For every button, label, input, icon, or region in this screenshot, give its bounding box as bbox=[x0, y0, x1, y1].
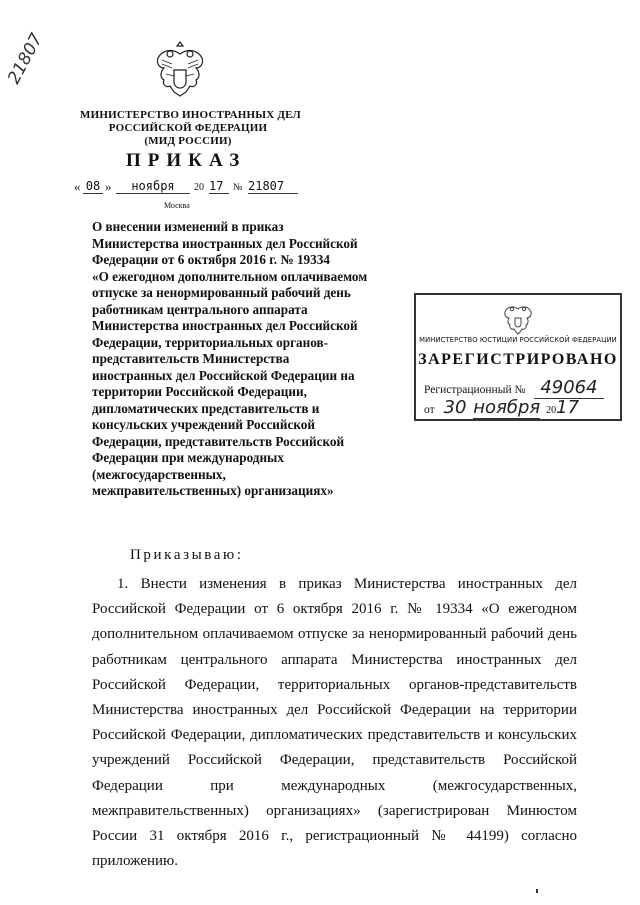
stamp-reg-label: Регистрационный № bbox=[424, 384, 526, 396]
subject-line: иностранных дел Российской Федерации на bbox=[92, 367, 355, 383]
stamp-emblem-icon bbox=[500, 301, 536, 337]
date-month: ноября bbox=[116, 179, 190, 194]
order-number: 21807 bbox=[248, 179, 298, 194]
date-year-prefix: 20 bbox=[194, 182, 204, 193]
ministry-line: РОССИЙСКОЙ ФЕДЕРАЦИИ bbox=[108, 122, 268, 134]
stamp-registered: ЗАРЕГИСТРИРОВАНО bbox=[418, 351, 618, 368]
subject-line: Федерации от 6 октября 2016 г. № 19334 bbox=[92, 252, 330, 267]
subject-line: работникам центрального аппарата bbox=[92, 301, 308, 317]
date-year-suffix: 17 bbox=[209, 179, 229, 194]
handwritten-corner-number: 21807 bbox=[4, 30, 48, 88]
paragraph-1: 1. Внести изменения в приказ Министерства иностранных дел Российской Федерации от 6 октября 2016 г. № 19334 «О ежегодном дополнительном оплачиваемом отпуске за ненормированный рабочий день работникам центрального аппарата Министерства иностранных дел Российской Федерации, территориальных органов-представительств Министерства иностранных дел Российской Федерации на территории Российской Федерации, дипломатических представительств и консульских учреждений Российской Федерации, представительств Российской Федерации при международных (межгосударственных, межправительственных) организациях» (зарегистрирован Минюстом России 31 октября 2016 г., регистрационный № 44199) согласно приложению. bbox=[92, 576, 577, 870]
stamp-date-year-prefix: 20 bbox=[546, 405, 557, 416]
city: Москва bbox=[164, 201, 190, 210]
date-day: 08 bbox=[83, 179, 103, 194]
page-mark bbox=[536, 889, 538, 893]
order-body bbox=[92, 572, 577, 874]
russian-coat-of-arms-icon bbox=[148, 40, 212, 104]
subject-line: (межгосударственных, bbox=[92, 466, 226, 482]
registration-stamp bbox=[414, 293, 622, 421]
order-number-label: № bbox=[233, 182, 243, 193]
ministry-line: (МИД РОССИИ) bbox=[144, 135, 232, 147]
subject-line: О внесении изменений в приказ bbox=[92, 219, 284, 234]
subject-line: Министерства иностранных дел Российской bbox=[92, 318, 358, 333]
order-title: ПРИКАЗ bbox=[126, 150, 247, 171]
stamp-date-row bbox=[424, 397, 579, 418]
stamp-reg-row bbox=[424, 377, 604, 398]
stamp-date-from: от bbox=[424, 404, 435, 416]
subject-line: межправительственных) организациях» bbox=[92, 483, 334, 498]
stamp-date-day: 30 bbox=[443, 397, 467, 418]
decree-word: Приказываю: bbox=[130, 547, 244, 563]
subject-line: территории Российской Федерации, bbox=[92, 384, 307, 399]
order-subject bbox=[92, 219, 402, 500]
subject-line: дипломатических представительств и bbox=[92, 400, 320, 416]
stamp-reg-number: 49064 bbox=[534, 377, 603, 399]
subject-line: консульских учреждений Российской bbox=[92, 417, 315, 432]
subject-line: Министерства иностранных дел Российской bbox=[92, 235, 358, 251]
subject-line: отпуске за ненормированный рабочий день bbox=[92, 285, 351, 300]
stamp-date-year-suffix: 17 bbox=[556, 397, 580, 418]
stamp-department: МИНИСТЕРСТВО ЮСТИЦИИ РОССИЙСКОЙ ФЕДЕРАЦИИ bbox=[419, 336, 617, 344]
order-date-line bbox=[74, 179, 314, 197]
stamp-date-month: ноября bbox=[473, 397, 541, 418]
ministry-line: МИНИСТЕРСТВО ИНОСТРАННЫХ ДЕЛ bbox=[80, 109, 301, 121]
subject-line: «О ежегодном дополнительном оплачиваемом bbox=[92, 268, 368, 284]
subject-line: Федерации, территориальных органов- bbox=[92, 334, 329, 350]
ministry-header bbox=[80, 109, 301, 148]
subject-line: Федерации при международных bbox=[92, 450, 284, 465]
date-open-quote: « bbox=[74, 179, 81, 194]
date-close-quote: » bbox=[105, 179, 112, 194]
subject-line: представительств Министерства bbox=[92, 351, 290, 366]
subject-line: Федерации, представительств Российской bbox=[92, 433, 345, 449]
